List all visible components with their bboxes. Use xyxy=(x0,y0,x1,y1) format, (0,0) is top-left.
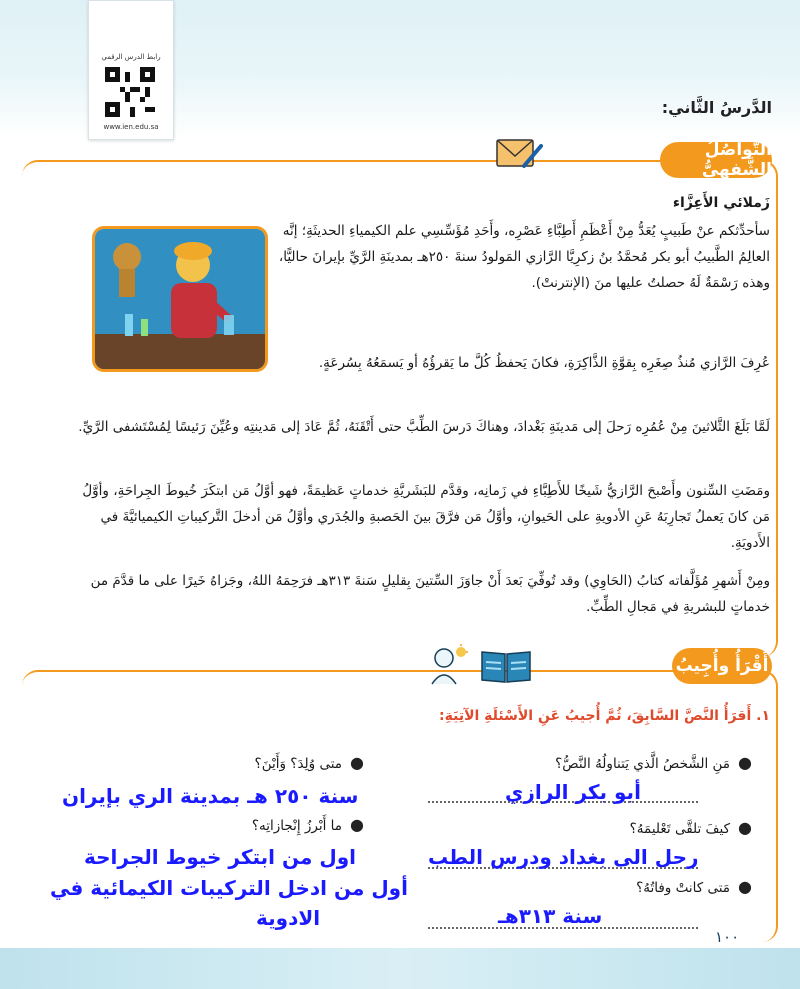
paragraph-4 xyxy=(62,478,770,556)
answer-1[interactable]: أبو بكر الرازي xyxy=(505,780,641,804)
question-4-text: ما أَبْرزُ إِنْجازاتِه؟ xyxy=(251,818,343,834)
answer-4-line-2[interactable]: أول من ادخل التركيبات الكيمائية في xyxy=(50,876,408,900)
question-2-text: متى وُلِدَ؟ وَأَيْنَ؟ xyxy=(254,756,343,772)
paragraph-3 xyxy=(62,414,770,440)
paragraph-2 xyxy=(62,350,770,376)
paragraph-5-text: ومِنْ أَشهرِ مُؤَلَّفاته كتابُ (الحَاوِي) وقد تُوفِّيَ بَعدَ أَنْ جاوَزَ السِّتينَ بِقليلٍ سَنةَ ٣١٣هـ فرَحِمَهُ اللهُ، وجَزاهُ خَيرًا على ما قدَّمَ من خدماتٍ للبشريةِ في مَجالِ الطِّبِّ. xyxy=(90,573,770,615)
question-5-text: مَتى كانتْ وفاتُهُ؟ xyxy=(636,880,731,896)
paragraph-4-text: ومَضَتِ السِّنون وأَصْبحَ الرَّازيُّ شَيخًا للأَطِبَّاءِ في زَمانِه، وقدَّم للبَشَريَّةِ خدماتٍ عَظيمَةً، فهو أوَّلُ مَن ابتكَرَ خُيوطَ الجِراحَةِ، وأوَّلُ مَن كانَ يَعملُ تَجارِبَهُ عَنِ الأدويةِ على الحَيوانِ، وأوَّلُ مَن فرَّقَ بينَ الحَصبةِ والجُدَري وأوَّلُ مَن أدخلَ التَّركيباتِ الكيميائيَّةَ في الأَدويَةِ. xyxy=(82,483,770,551)
question-2 xyxy=(255,753,364,772)
digital-lesson-card[interactable] xyxy=(88,0,174,140)
paragraph-2-text: عُرِفَ الرَّازي مُنذُ صِغَرِه بِقوَّةِ الذَّاكِرَةِ، فكانَ يَحفظُ كُلَّ ما يَقرؤُهُ أو يَسمَعُهُ بِسُرعَةٍ. xyxy=(318,355,770,371)
paragraph-5 xyxy=(62,568,770,620)
thinking-person-icon xyxy=(428,644,470,686)
question-5 xyxy=(636,877,752,896)
question-3-text: كيفَ تلقَّى تَعْليمَهُ؟ xyxy=(629,821,731,837)
question-3 xyxy=(630,818,752,837)
bullet-icon: ● xyxy=(738,877,752,896)
lesson-title: الدَّرسُ الثَّاني: xyxy=(661,98,772,117)
answer-5[interactable]: سنة ٣١٣هـ xyxy=(498,904,603,928)
answer-4-line-3[interactable]: الادوية xyxy=(256,906,321,930)
questions-instruction: ١. أَقرَأُ النَّصَّ السَّابِقَ، ثُمَّ أُجيبُ عَنِ الأَسْئلَةِ الآتِيَةِ: xyxy=(439,708,770,724)
question-1 xyxy=(555,753,752,772)
question-1-text: مَنِ الشَّخصُ الَّذي يَتناولُهُ النَّصُّ؟ xyxy=(555,756,731,772)
section-heading-read-answer: أَقْرَأُ وأُجِيبُ xyxy=(672,648,772,684)
qr-url[interactable]: www.ien.edu.sa xyxy=(103,123,159,131)
page-number: ١٠٠ xyxy=(715,928,740,946)
answer-2[interactable]: سنة ٢٥٠ هـ بمدينة الري بإيران xyxy=(62,784,359,808)
bottom-background xyxy=(0,948,800,989)
bullet-icon: ● xyxy=(738,753,752,772)
bullet-icon: ● xyxy=(350,815,364,834)
bullet-icon: ● xyxy=(738,818,752,837)
section-heading-oral: التَّواصُلُ الشَّفهِيُّ xyxy=(660,142,772,178)
paragraph-3-text: لَمَّا بَلَغَ الثَّلاثينَ مِنْ عُمُرِه رَحلَ إلى مَدينَةِ بَغْدادَ، وهناكَ دَرسَ الطِّبَّ حتى أَتْقَنَهُ، ثُمَّ عَادَ إلى مَدينتِه وعُيِّنَ رَئيسًا لِمُسْتَشفى الرَّيِّ. xyxy=(78,419,770,435)
paragraph-1 xyxy=(275,218,770,296)
bullet-icon: ● xyxy=(350,753,364,772)
greeting: زَملائي الأَعِزَّاء xyxy=(672,195,770,211)
qr-label: رابط الدرس الرقمي xyxy=(101,53,161,61)
envelope-pen-icon xyxy=(494,132,544,172)
answer-4-line-1[interactable]: اول من ابتكر خيوط الجراحة xyxy=(84,845,356,869)
question-4 xyxy=(252,815,364,834)
book-icon xyxy=(480,648,532,684)
qr-code-icon[interactable] xyxy=(105,67,155,117)
answer-3[interactable]: رحل الى بغداد ودرس الطب xyxy=(428,845,699,869)
paragraph-1-text: سأحدِّثكم عنْ طَبيبٍ يُعَدُّ مِنْ أَعْظَمِ أَطِبَّاءِ عَصْرِه، وأَحَدِ مُؤَسِّسِي علم الكيمياءِ الحديثَةِ؛ إنَّه العالِمُ الطَّبيبُ أبو بكر مُحمَّدُ بنُ زكرِيَّا الرَّازي المَولودُ سنةَ ٢٥٠هـ بمدينَةِ الرَّيِّ بإيرانَ حاليًّا، وهذه رَسْمَةٌ لَهُ حصلتُ عليها منَ (الإنترنتْ). xyxy=(278,223,770,291)
